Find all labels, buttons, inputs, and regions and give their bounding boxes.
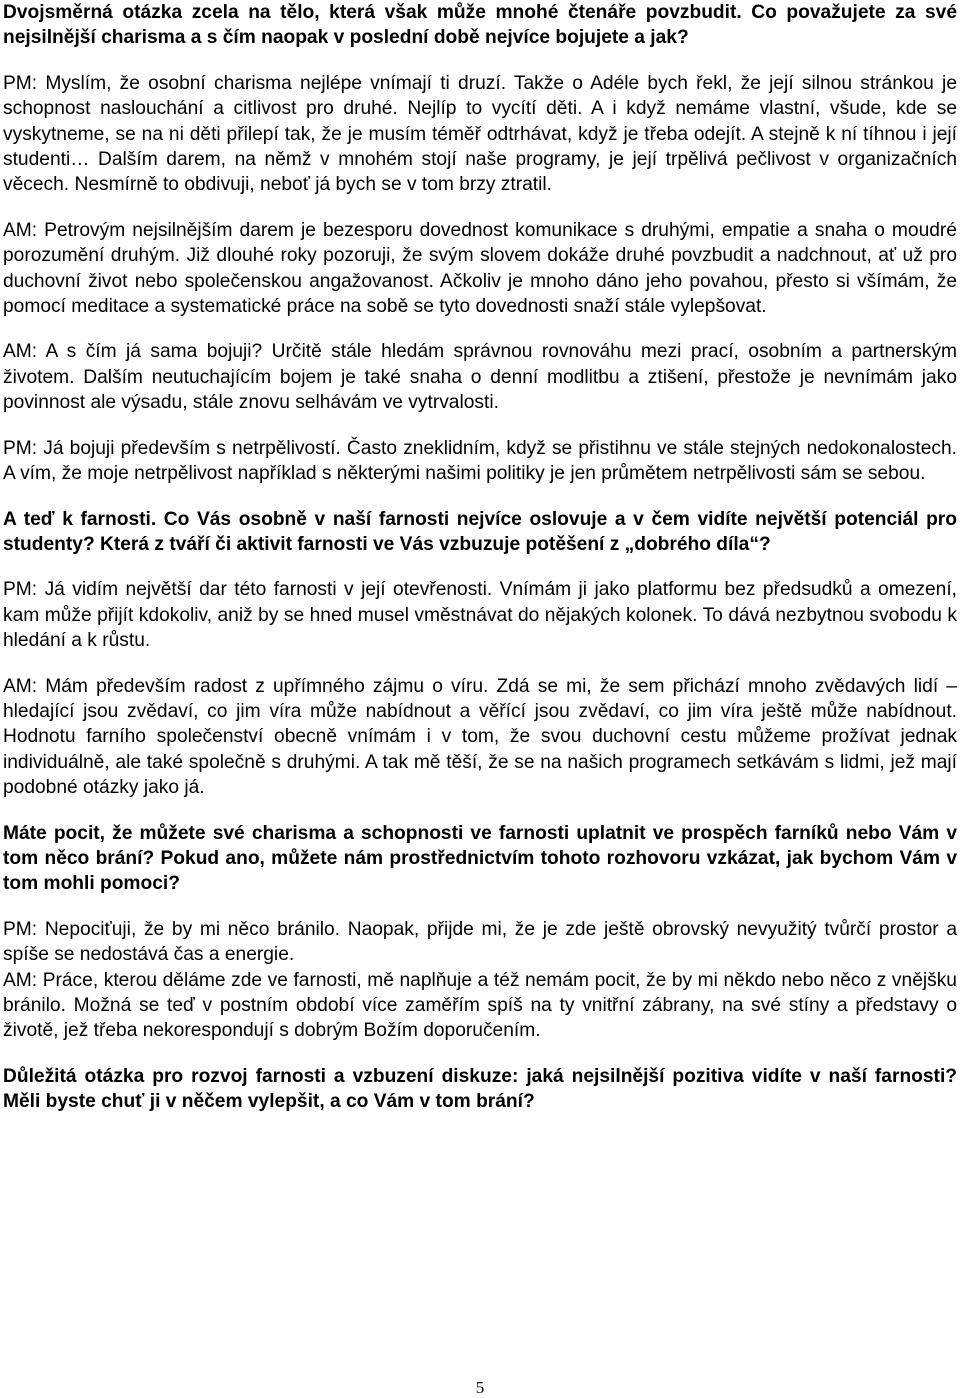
- interview-answer: [3, 577, 957, 653]
- interview-block-12: [3, 1064, 957, 1115]
- document-page: [3, 0, 957, 1115]
- interview-block-3: [3, 218, 957, 320]
- speaker-label: AM:: [3, 341, 38, 363]
- page-number: 5: [475, 1378, 485, 1397]
- interview-answer: [3, 436, 957, 487]
- interview-block-1: [3, 0, 957, 51]
- interview-answer: [3, 339, 957, 415]
- speaker-label: PM:: [3, 437, 38, 459]
- paragraph-gap: [3, 1044, 957, 1064]
- interview-question: A teď k farnosti. Co Vás osobně v naší farnosti nejvíce oslovuje a v čem vidíte největší potenciál pro studenty? Která z tváří či aktivit farnosti ve Vás vzbuzuje potěšení z „dobrého díla“?: [3, 508, 957, 555]
- speaker-label: AM:: [3, 219, 38, 241]
- speaker-label: PM:: [3, 918, 38, 940]
- paragraph-gap: [3, 897, 957, 917]
- interview-answer: [3, 674, 957, 801]
- interview-block-2: [3, 71, 957, 198]
- paragraph-gap: [3, 654, 957, 674]
- interview-block-8: [3, 674, 957, 801]
- paragraph-gap: [3, 557, 957, 577]
- interview-answer: [3, 968, 957, 1044]
- interview-answer: [3, 71, 957, 198]
- interview-answer: [3, 917, 957, 968]
- paragraph-gap: [3, 801, 957, 821]
- interview-block-5: [3, 436, 957, 487]
- interview-block-9: [3, 821, 957, 897]
- answer-text: Já bojuji především s netrpělivostí. Často zneklidním, když se přistihnu ve stále stejných nedokonalostech. A vím, že moje netrpělivost například s některými našimi politiky je jen průmětem netrpělivosti sám se sebou.: [3, 437, 957, 485]
- interview-block-6: [3, 507, 957, 558]
- paragraph-gap: [3, 51, 957, 71]
- interview-block-10: [3, 917, 957, 968]
- answer-text: Myslím, že osobní charisma nejlépe vnímají ti druzí. Takže o Adéle bych řekl, že její silnou stránkou je schopnost naslouchání a citlivost pro druhé. Nejlíp to vycítí děti. A i když nemáme vlastní, všude, kde se vyskytneme, se na ni děti přilepí tak, že je musím téměř odtrhávat, když je třeba odejít. A stejně k ní tíhnou i její studenti… Dalším darem, na němž v mnohém stojí naše programy, je její trpělivá pečlivost v organizačních věcech. Nesmírně to obdivuji, neboť já bych se v tom brzy ztratil.: [3, 72, 957, 196]
- interview-question: Máte pocit, že můžete své charisma a schopnosti ve farnosti uplatnit ve prospěch farníků nebo Vám v tom něco brání? Pokud ano, můžete nám prostřednictvím tohoto rozhovoru vzkázat, jak bychom Vám v tom mohli pomoci?: [3, 822, 957, 895]
- paragraph-gap: [3, 198, 957, 218]
- paragraph-gap: [3, 487, 957, 507]
- interview-answer: [3, 218, 957, 320]
- paragraph-gap: [3, 319, 957, 339]
- answer-text: Já vidím největší dar této farnosti v její otevřenosti. Vnímám ji jako platformu bez předsudků a omezení, kam může přijít kdokoliv, aniž by se hned musel vměstnávat do nějakých kolonek. To dává nezbytnou svobodu k hledání a k růstu.: [3, 579, 957, 652]
- interview-question: Dvojsměrná otázka zcela na tělo, která však může mnohé čtenáře povzbudit. Co považujete za své nejsilnější charisma a s čím naopak v poslední době nejvíce bojujete a jak?: [3, 2, 957, 49]
- answer-text: Petrovým nejsilnějším darem je bezesporu dovednost komunikace s druhými, empatie a snaha o moudré porozumění druhým. Již dlouhé roky pozoruji, že svým slovem dokáže druhé povzbudit a nadchnout, ať už pro duchovní život nebo společenskou angažovanost. Ačkoliv je mnoho dáno jeho povahou, přesto si všímám, že pomocí meditace a systematické práce na sobě se tyto dovednosti snaží stále vylepšovat.: [3, 219, 957, 318]
- answer-text: A s čím já sama bojuji? Určitě stále hledám správnou rovnováhu mezi prací, osobním a partnerským životem. Dalším neutuchajícím bojem je také snaha o denní modlitbu a ztišení, přestože je nevnímám jako povinnost ale výsadu, stále znovu selhávám ve vytrvalosti.: [3, 341, 957, 414]
- answer-text: Mám především radost z upřímného zájmu o víru. Zdá se mi, že sem přichází mnoho zvědavých lidí – hledající jsou zvědaví, co jim víra může nabídnout a věřící jsou zvědaví, co jim víra ještě může nabídnout. Hodnotu farního společenství obecně vnímám i v tom, že svou duchovní cestu můžeme prožívat jednak individuálně, ale také společně s druhými. A tak mě těší, že se na našich programech setkávám s lidmi, jež mají podobné otázky jako já.: [3, 675, 957, 799]
- interview-block-7: [3, 577, 957, 653]
- answer-text: Nepociťuji, že by mi něco bránilo. Naopak, přijde mi, že je zde ještě obrovský nevyužitý tvůrčí prostor a spíše se nedostává čas a energie.: [3, 918, 957, 966]
- speaker-label: AM:: [3, 969, 38, 991]
- answer-text: Práce, kterou děláme zde ve farnosti, mě naplňuje a též nemám pocit, že by mi někdo nebo něco z vnějšku bránilo. Možná se teď v postním období více zaměřím spíš na ty vnitřní zábrany, na své stíny a představy o životě, jež třeba nekorespondují s dobrým Božím doporučením.: [3, 969, 957, 1042]
- speaker-label: PM:: [3, 72, 38, 94]
- speaker-label: PM:: [3, 579, 38, 601]
- interview-question: Důležitá otázka pro rozvoj farnosti a vzbuzení diskuze: jaká nejsilnější pozitiva vidíte v naší farnosti? Měli byste chuť ji v něčem vylepšit, a co Vám v tom brání?: [3, 1065, 957, 1113]
- interview-block-4: [3, 339, 957, 415]
- interview-block-11: [3, 968, 957, 1044]
- speaker-label: AM:: [3, 675, 38, 697]
- paragraph-gap: [3, 416, 957, 436]
